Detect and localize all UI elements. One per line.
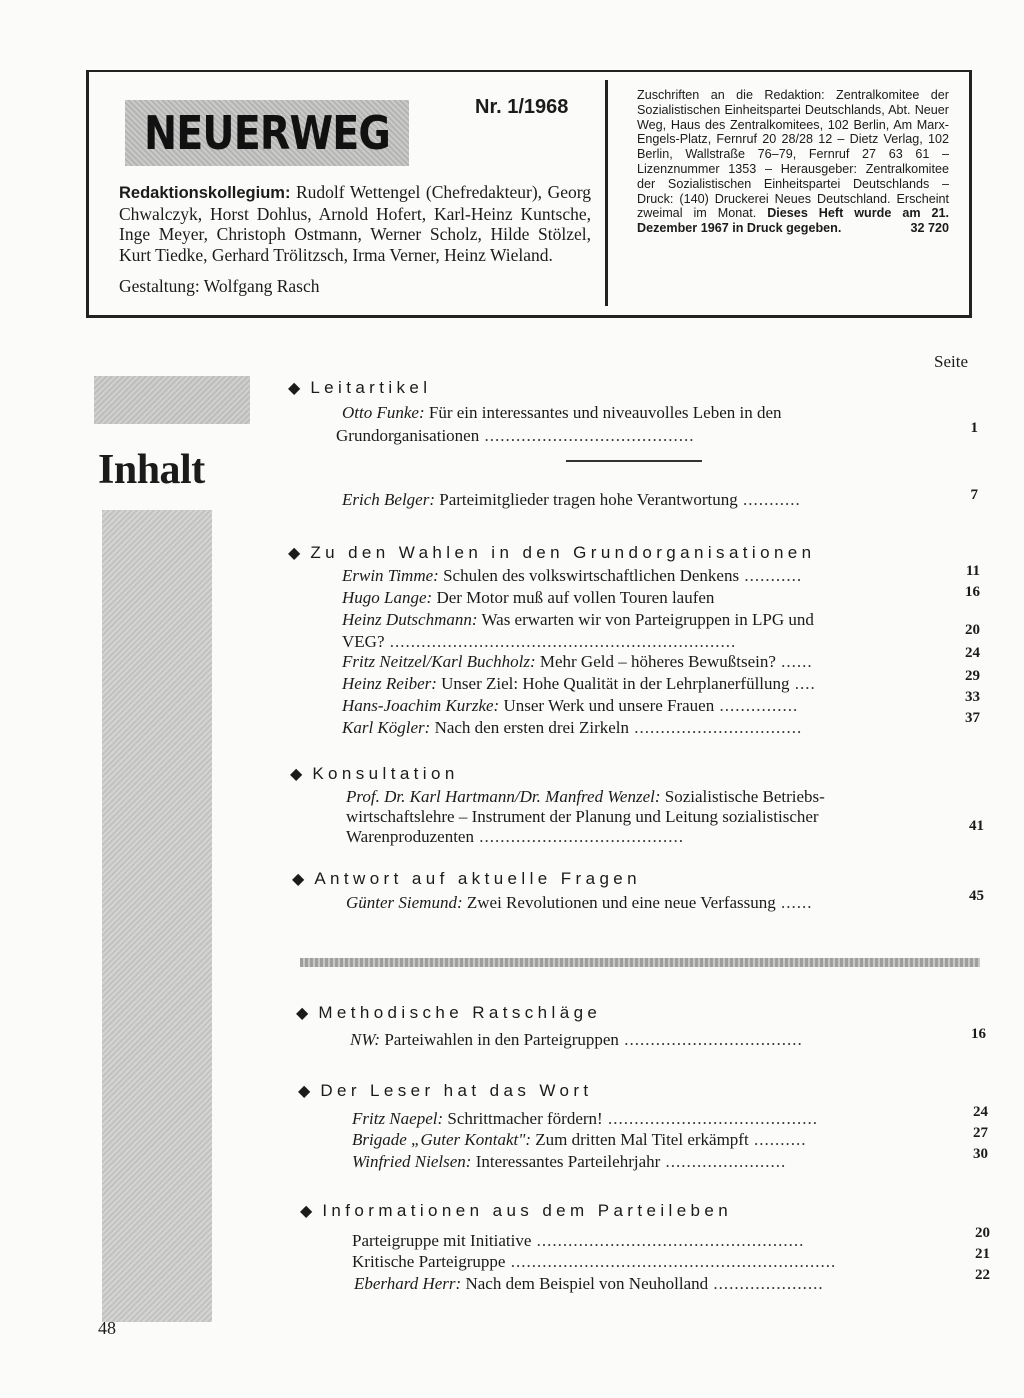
entry-author: Karl Kögler:	[342, 718, 431, 737]
leader-dots: .....................	[708, 1274, 824, 1293]
toc-entry[interactable]	[342, 717, 802, 738]
entry-author: Erich Belger:	[342, 490, 435, 509]
entry-title: Zwei Revolutionen und eine neue Verfassung	[462, 893, 776, 912]
entry-title: Für ein interessantes und niveauvolles Leben in den	[424, 403, 782, 422]
entry-page: 29	[965, 668, 980, 684]
masthead-divider	[605, 80, 608, 306]
entry-author: Günter Siemund:	[346, 893, 463, 912]
section-title: Informationen aus dem Parteileben	[322, 1201, 733, 1220]
toc-entry[interactable]	[350, 1029, 803, 1050]
entry-title: Parteiwahlen in den Parteigruppen	[380, 1030, 619, 1049]
toc-entry[interactable]	[352, 1230, 804, 1251]
leader-dots: ....	[789, 674, 816, 693]
section-heading	[292, 869, 641, 889]
imprint	[637, 88, 949, 236]
entry-author: NW:	[350, 1030, 381, 1049]
entry-author: Heinz Dutschmann:	[342, 610, 478, 629]
leader-dots: ......	[775, 893, 813, 912]
leader-dots: ................................	[629, 718, 803, 737]
toc-entry[interactable]	[352, 1151, 786, 1172]
editorial-board-members: Rudolf Wettengel (Chefredakteur), Georg Chwalczyk, Horst Dohlus, Arnold Hofert, Karl-Heinz Kuntsche, Inge Meyer, Christoph Ostmann, Werner Scholz, Hilde Stölzel, Kurt Tiedke, Gerhard Trölitzsch, Irma Verner, Heinz Wieland.	[119, 182, 591, 265]
magazine-logo: NEUERWEG	[144, 106, 391, 160]
section-divider-rule	[566, 460, 702, 462]
entry-page: 41	[969, 818, 984, 834]
entry-author: Fritz Neitzel/Karl Buchholz:	[342, 652, 536, 671]
toc-entry-continuation[interactable]	[346, 826, 684, 847]
leader-dots: ...........	[737, 490, 801, 509]
contents-heading: Inhalt	[98, 447, 205, 493]
toc-entry[interactable]	[342, 673, 816, 694]
entry-page: 45	[969, 888, 984, 904]
imprint-print-date: Dieses Heft wurde am 21. Dezember 1967 in Druck gegeben.	[637, 206, 949, 236]
entry-page: 30	[973, 1146, 988, 1162]
entry-title: Nach den ersten drei Zirkeln	[430, 718, 630, 737]
leader-dots: ...........	[739, 566, 803, 585]
toc-entry[interactable]	[342, 609, 814, 630]
toc-entry[interactable]	[342, 651, 813, 672]
leader-dots: ...............	[714, 696, 799, 715]
page-number: 48	[98, 1318, 116, 1338]
entry-title: Interessantes Parteilehrjahr	[471, 1152, 661, 1171]
section-title: Der Leser hat das Wort	[320, 1081, 593, 1100]
toc-entry[interactable]	[342, 489, 801, 510]
entry-title: Schulen des volkswirtschaftlichen Denkens	[438, 566, 740, 585]
editorial-board-label: Redaktionskollegium:	[119, 184, 291, 202]
section-heading	[298, 1081, 593, 1101]
leader-dots: .......................	[660, 1152, 787, 1171]
entry-author: Prof. Dr. Karl Hartmann/Dr. Manfred Wenzel:	[346, 787, 661, 806]
entry-title: Zum dritten Mal Titel erkämpft	[531, 1130, 749, 1149]
diamond-bullet-icon: ◆	[288, 380, 301, 397]
entry-page: 20	[975, 1225, 990, 1241]
leader-dots: .......................................	[473, 827, 684, 846]
entry-title-line2: wirtschaftslehre – Instrument der Planung und Leitung sozialistischer	[346, 807, 819, 826]
leader-dots: ...................................................	[531, 1231, 805, 1250]
entry-title: Der Motor muß auf vollen Touren laufen	[432, 588, 715, 607]
logo-banner	[125, 100, 409, 166]
entry-page: 33	[965, 689, 980, 705]
entry-title: Kritische Parteigruppe	[352, 1252, 506, 1271]
section-heading	[296, 1003, 601, 1023]
section-heading	[288, 543, 816, 563]
entry-title: Schrittmacher fördern!	[443, 1109, 603, 1128]
imprint-code: 32 720	[910, 221, 949, 236]
entry-page: 37	[965, 710, 980, 726]
entry-page: 24	[973, 1104, 988, 1120]
leader-dots: ..........	[748, 1130, 807, 1149]
entry-author: Eberhard Herr:	[354, 1274, 462, 1293]
toc-entry[interactable]	[342, 402, 782, 423]
diamond-bullet-icon: ◆	[298, 1083, 311, 1100]
entry-page: 21	[975, 1246, 990, 1262]
leader-dots: ..............................................................	[505, 1252, 837, 1271]
diamond-bullet-icon: ◆	[292, 871, 305, 888]
entry-page: 16	[971, 1026, 986, 1042]
toc-entry-line[interactable]	[346, 806, 819, 827]
entry-author: Otto Funke:	[342, 403, 425, 422]
entry-title: Mehr Geld – höheres Bewußtsein?	[535, 652, 776, 671]
entry-title: Parteigruppe mit Initiative	[352, 1231, 532, 1250]
entry-page: 1	[970, 420, 978, 436]
entry-title: Parteimitglieder tragen hohe Verantwortung	[435, 490, 738, 509]
page-column-label: Seite	[934, 352, 968, 371]
leader-dots: ........................................	[602, 1109, 818, 1128]
entry-page: 16	[965, 584, 980, 600]
entry-title: Unser Werk und unsere Frauen	[499, 696, 715, 715]
entry-author: Erwin Timme:	[342, 566, 439, 585]
entry-title-continued: VEG?	[342, 632, 385, 651]
entry-author: Winfried Nielsen:	[352, 1152, 472, 1171]
editorial-board	[119, 182, 591, 265]
entry-author: Hans-Joachim Kurzke:	[342, 696, 500, 715]
toc-entry[interactable]	[352, 1108, 818, 1129]
entry-title: Was erwarten wir von Parteigruppen in LPG und	[477, 610, 814, 629]
leader-dots: ......	[775, 652, 813, 671]
section-title: Methodische Ratschläge	[318, 1003, 602, 1022]
leader-dots: ..................................................................	[384, 632, 737, 651]
gray-header-block	[94, 376, 250, 424]
section-title: Konsultation	[312, 764, 459, 783]
gray-side-strip	[102, 510, 212, 1322]
toc-entry-continuation[interactable]	[336, 425, 694, 446]
diamond-bullet-icon: ◆	[290, 766, 303, 783]
issue-number: Nr. 1/1968	[475, 96, 569, 118]
entry-author: Heinz Reiber:	[342, 674, 437, 693]
leader-dots: ..................................	[618, 1030, 803, 1049]
imprint-text: Zuschriften an die Redaktion: Zentralkomitee der Sozialistischen Einheitspartei Deutschlands, Abt. Neuer Weg, Haus des Zentralkomitees, 102 Berlin, Am Marx-Engels-Platz, Fernruf 20 28/28 12 – Dietz Verlag, 102 Berlin, Wallstraße 76–79, Fernruf 27 63 61 – Lizenznummer 1353 – Herausgeber: Zentralkomitee der Sozialistischen Einheitspartei Deutschlands – Druck: (140) Druckerei Neues Deutschland. Erscheint zweimal im Monat.	[637, 88, 949, 221]
diamond-bullet-icon: ◆	[296, 1005, 309, 1022]
toc-entry[interactable]	[342, 695, 798, 716]
toc-entry-continuation[interactable]	[342, 631, 736, 652]
entry-title: Sozialistische Betriebs-	[660, 787, 825, 806]
section-heading	[290, 764, 459, 784]
designer-credit: Gestaltung: Wolfgang Rasch	[119, 276, 320, 296]
section-heading	[288, 378, 431, 398]
toc-entry[interactable]	[342, 587, 714, 608]
toc-entry[interactable]	[352, 1251, 836, 1272]
entry-title-continued: Warenproduzenten	[346, 827, 474, 846]
entry-page: 11	[965, 563, 980, 579]
diamond-bullet-icon: ◆	[288, 545, 301, 562]
entry-title: Nach dem Beispiel von Neuholland	[461, 1274, 709, 1293]
toc-entry[interactable]	[352, 1129, 806, 1150]
leader-dots: ........................................	[479, 426, 695, 445]
entry-author: Fritz Naepel:	[352, 1109, 444, 1128]
entry-author: Brigade „Guter Kontakt":	[352, 1130, 532, 1149]
section-separator	[300, 958, 980, 967]
section-heading	[300, 1201, 732, 1221]
entry-title-continued: Grundorganisationen	[336, 426, 480, 445]
entry-page: 20	[965, 622, 980, 638]
section-title: Leitartikel	[310, 378, 432, 397]
section-title: Zu den Wahlen in den Grundorganisationen	[310, 543, 816, 562]
masthead-box	[86, 70, 972, 318]
toc-entry[interactable]	[342, 565, 802, 586]
toc-entry[interactable]	[354, 1273, 824, 1294]
diamond-bullet-icon: ◆	[300, 1203, 313, 1220]
entry-title: Unser Ziel: Hohe Qualität in der Lehrplanerfüllung	[436, 674, 790, 693]
masthead-left-panel	[89, 72, 609, 315]
entry-page: 7	[970, 487, 978, 503]
entry-page: 24	[965, 645, 980, 661]
entry-page: 22	[975, 1267, 990, 1283]
section-title: Antwort auf aktuelle Fragen	[314, 869, 642, 888]
toc-entry[interactable]	[346, 786, 825, 807]
toc-entry[interactable]	[346, 892, 813, 913]
entry-author: Hugo Lange:	[342, 588, 433, 607]
entry-page: 27	[973, 1125, 988, 1141]
